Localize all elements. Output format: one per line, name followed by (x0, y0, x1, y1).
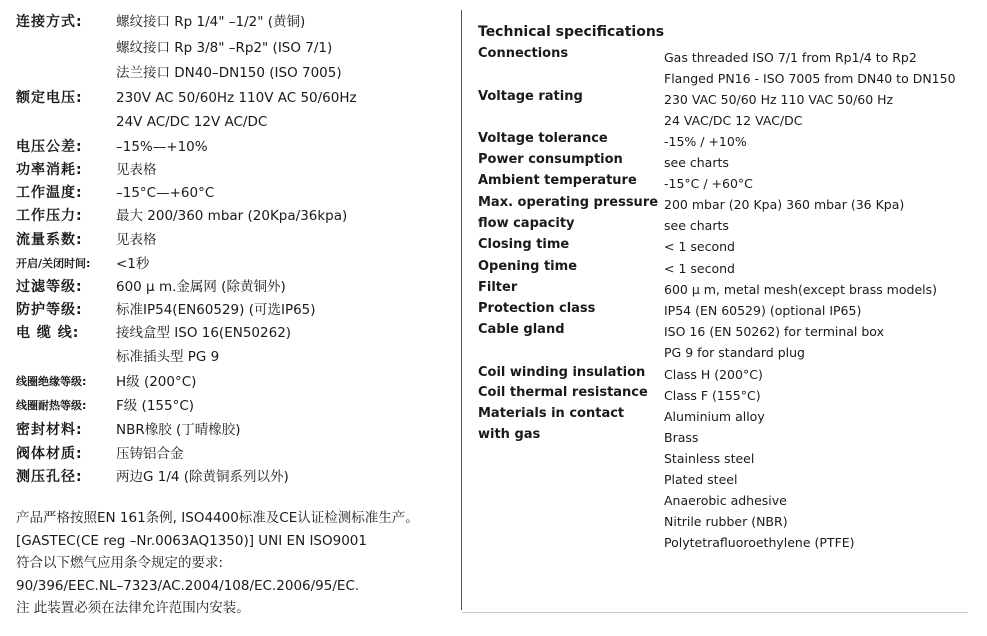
cn-label: 电 缆 线: (16, 325, 80, 341)
spec-value: Class F (155°C) (664, 388, 761, 403)
spec-value: see charts (664, 218, 729, 233)
cn-value: 接线盒型 ISO 16(EN50262) (116, 325, 292, 341)
cn-value: 标准插头型 PG 9 (116, 349, 220, 365)
cn-label: 阀体材质: (16, 446, 83, 462)
spec-value: -15°C / +60°C (664, 176, 753, 191)
cn-label: 开启/关闭时间: (16, 257, 91, 270)
cn-value: 见表格 (116, 232, 157, 248)
spec-value: ISO 16 (EN 50262) for terminal box (664, 324, 884, 339)
cn-label: 密封材料: (16, 422, 83, 438)
spec-label: Opening time (478, 259, 578, 274)
cn-value: 法兰接口 DN40–DN150 (ISO 7005) (116, 65, 342, 81)
cn-value: <1秒 (116, 256, 150, 272)
cn-note-line: 90/396/EEC.NL–7323/AC.2004/108/EC.2006/95/EC. (16, 578, 360, 594)
spec-value: Polytetrafluoroethylene (PTFE) (664, 535, 855, 550)
cn-value: NBR橡胶 (丁晴橡胶) (116, 422, 241, 438)
cn-value: 螺纹接口 Rp 3/8" –Rp2" (ISO 7/1) (116, 40, 333, 56)
cn-note-line: 符合以下燃气应用条令规定的要求: (16, 555, 224, 571)
spec-value: Anaerobic adhesive (664, 493, 787, 508)
cn-value: 600 μ m.金属网 (除黄铜外) (116, 279, 286, 295)
spec-label: Voltage rating (478, 89, 583, 104)
cn-value: 24V AC/DC 12V AC/DC (116, 114, 268, 130)
cn-label: 工作温度: (16, 185, 83, 201)
spec-label: Connections (478, 46, 569, 61)
cn-label: 功率消耗: (16, 162, 83, 178)
spec-value: 600 μ m, metal mesh(except brass models) (664, 282, 937, 297)
spec-value: < 1 second (664, 239, 735, 254)
cn-label: 线圈绝缘等级: (16, 375, 87, 388)
cn-value: –15°C—+60°C (116, 185, 215, 201)
cn-note-line: 产品严格按照EN 161条例, ISO4400标准及CE认证检测标准生产。 (16, 510, 419, 526)
cn-value: 最大 200/360 mbar (20Kpa/36kpa) (116, 208, 348, 224)
cn-label: 额定电压: (16, 90, 83, 106)
cn-value: H级 (200°C) (116, 374, 197, 390)
spec-value: Stainless steel (664, 451, 755, 466)
spec-label: Voltage tolerance (478, 131, 608, 146)
cn-label: 电压公差: (16, 139, 83, 155)
spec-label: Max. operating pressure (478, 195, 659, 210)
cn-value: 见表格 (116, 162, 157, 178)
spec-value: Brass (664, 430, 699, 445)
spec-value: < 1 second (664, 261, 735, 276)
spec-value: Flanged PN16 - ISO 7005 from DN40 to DN150 (664, 71, 956, 86)
cn-label: 过滤等级: (16, 279, 83, 295)
cn-label: 线圈耐热等级: (16, 399, 87, 412)
cn-value: –15%—+10% (116, 139, 208, 155)
spec-value: Plated steel (664, 472, 738, 487)
spec-value: Gas threaded ISO 7/1 from Rp1/4 to Rp2 (664, 50, 917, 65)
spec-label: Ambient temperature (478, 173, 637, 188)
cn-label: 测压孔径: (16, 469, 83, 485)
spec-value: PG 9 for standard plug (664, 345, 805, 360)
cn-value: 螺纹接口 Rp 1/4" –1/2" (黄铜) (116, 14, 306, 30)
spec-value: see charts (664, 155, 729, 170)
cn-value: 标准IP54(EN60529) (可选IP65) (116, 302, 316, 318)
spec-label: Coil thermal resistance (478, 385, 648, 400)
cn-value: 两边G 1/4 (除黄铜系列以外) (116, 469, 289, 485)
cn-note-line: [GASTEC(CE reg –Nr.0063AQ1350)] UNI EN ISO9001 (16, 533, 367, 549)
spec-value: IP54 (EN 60529) (optional IP65) (664, 303, 862, 318)
spec-value: Nitrile rubber (NBR) (664, 514, 788, 529)
spec-value: 230 VAC 50/60 Hz 110 VAC 50/60 Hz (664, 92, 894, 107)
spec-title: Technical specifications (478, 24, 665, 40)
spec-value: -15% / +10% (664, 134, 747, 149)
spec-label: Filter (478, 280, 518, 295)
bottom-rule (462, 612, 968, 613)
cn-note-line: 注 此装置必须在法律允许范围内安装。 (16, 600, 250, 616)
spec-label: Protection class (478, 301, 596, 316)
cn-value: 压铸铝合金 (116, 446, 184, 462)
spec-value: 24 VAC/DC 12 VAC/DC (664, 113, 803, 128)
spec-label: Coil winding insulation (478, 365, 646, 380)
spec-value: Class H (200°C) (664, 367, 763, 382)
cn-label: 流量系数: (16, 232, 83, 248)
chinese-spec-column (0, 0, 460, 636)
spec-value: 200 mbar (20 Kpa) 360 mbar (36 Kpa) (664, 197, 905, 212)
cn-label: 连接方式: (16, 14, 83, 30)
cn-label: 工作压力: (16, 208, 83, 224)
spec-label: flow capacity (478, 216, 575, 231)
cn-value: 230V AC 50/60Hz 110V AC 50/60Hz (116, 90, 357, 106)
spec-label: Materials in contact (478, 406, 625, 421)
english-spec-column (462, 0, 987, 636)
spec-label: Closing time (478, 237, 570, 252)
spec-value: Aluminium alloy (664, 409, 765, 424)
cn-value: F级 (155°C) (116, 398, 195, 414)
spec-label: Cable gland (478, 322, 565, 337)
spec-label: with gas (478, 427, 541, 442)
cn-label: 防护等级: (16, 302, 83, 318)
spec-label: Power consumption (478, 152, 623, 167)
